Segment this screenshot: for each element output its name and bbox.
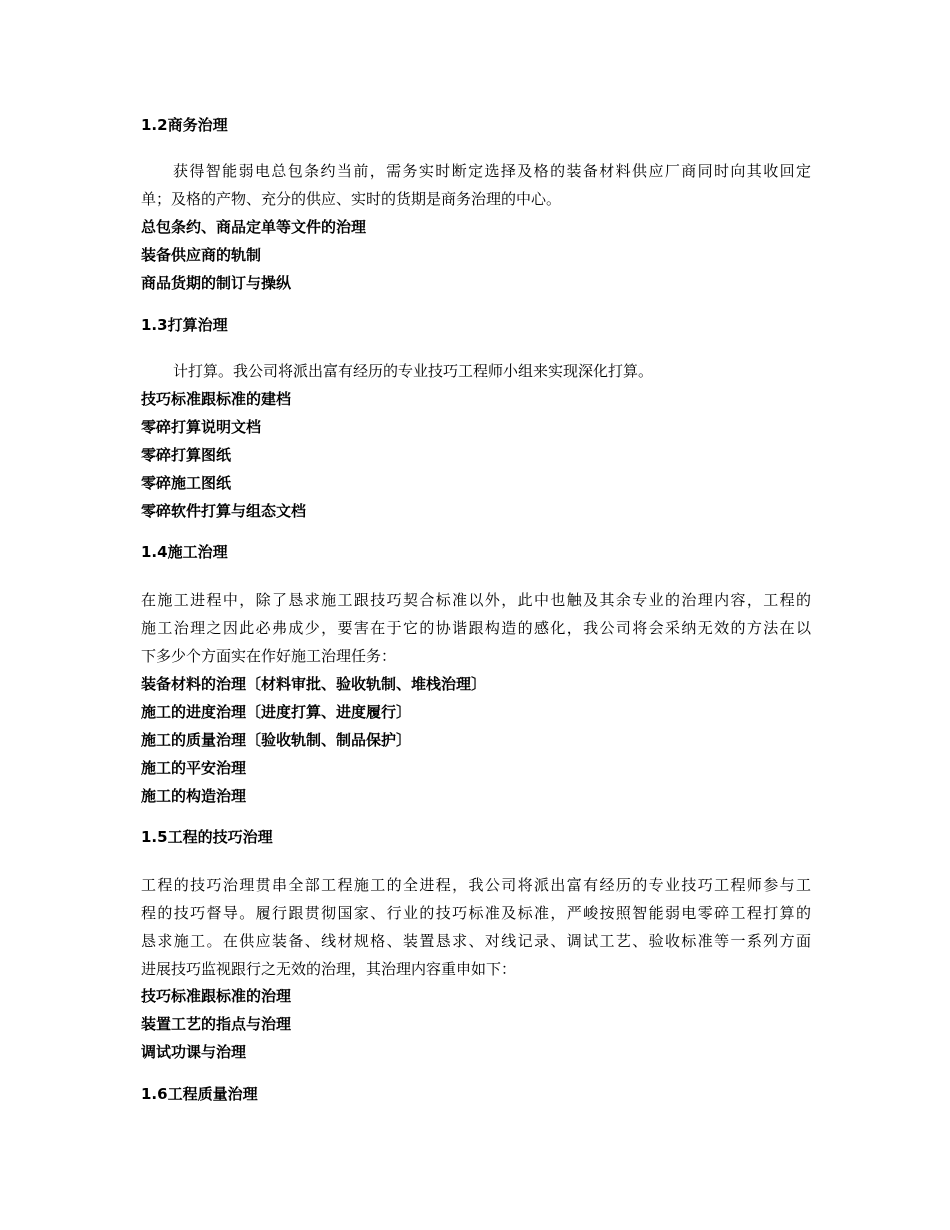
paragraph-line: 程的技巧督导。履行跟贯彻国家、行业的技巧标准及标准，严峻按照智能弱电零碎工程打算的 <box>141 904 811 922</box>
section-heading-1-6: 1.6工程质量治理 <box>141 1085 258 1103</box>
list-item: 零碎施工图纸 <box>141 474 232 492</box>
list-item: 装备材料的治理〔材料审批、验收轨制、堆栈治理〕 <box>141 675 487 693</box>
list-item: 施工的构造治理 <box>141 787 247 805</box>
list-item: 施工的进度治理〔进度打算、进度履行〕 <box>141 703 412 721</box>
list-item: 总包条约、商品定单等文件的治理 <box>141 218 367 236</box>
list-item: 零碎打算图纸 <box>141 446 232 464</box>
section-heading-1-5: 1.5工程的技巧治理 <box>141 828 273 846</box>
list-item: 零碎打算说明文档 <box>141 418 262 436</box>
list-item: 技巧标准跟标准的建档 <box>141 390 292 408</box>
list-item: 装备供应商的轨制 <box>141 246 262 264</box>
paragraph-line: 单；及格的产物、充分的供应、实时的货期是商务治理的中心。 <box>141 190 562 208</box>
list-item: 调试功课与治理 <box>141 1043 247 1061</box>
paragraph-line: 在施工进程中，除了恳求施工跟技巧契合标准以外，此中也触及其余专业的治理内容，工程的 <box>141 591 811 609</box>
paragraph-line: 恳求施工。在供应装备、线材规格、装置恳求、对线记录、调试工艺、验收标准等一系列方面 <box>141 932 811 950</box>
section-heading-1-2: 1.2商务治理 <box>141 116 228 134</box>
list-item: 施工的平安治理 <box>141 759 247 777</box>
paragraph-line: 下多少个方面实在作好施工治理任务： <box>141 647 397 665</box>
paragraph-line: 工程的技巧治理贯串全部工程施工的全进程，我公司将派出富有经历的专业技巧工程师参与工 <box>141 876 811 894</box>
section-heading-1-4: 1.4施工治理 <box>141 543 228 561</box>
list-item: 施工的质量治理〔验收轨制、制品保护〕 <box>141 731 412 749</box>
section-heading-1-3: 1.3打算治理 <box>141 316 228 334</box>
paragraph-line: 获得智能弱电总包条约当前，需务实时断定选择及格的装备材料供应厂商同时向其收回定 <box>173 162 811 180</box>
list-item: 技巧标准跟标准的治理 <box>141 987 292 1005</box>
list-item: 装置工艺的指点与治理 <box>141 1015 292 1033</box>
paragraph-line: 计打算。我公司将派出富有经历的专业技巧工程师小组来实现深化打算。 <box>173 362 654 380</box>
paragraph-line: 进展技巧监视跟行之无效的治理，其治理内容重申如下： <box>141 960 517 978</box>
paragraph-line: 施工治理之因此必弗成少，要害在于它的协谐跟构造的感化，我公司将会采纳无效的方法在以 <box>141 619 811 637</box>
list-item: 零碎软件打算与组态文档 <box>141 502 307 520</box>
list-item: 商品货期的制订与操纵 <box>141 274 292 292</box>
